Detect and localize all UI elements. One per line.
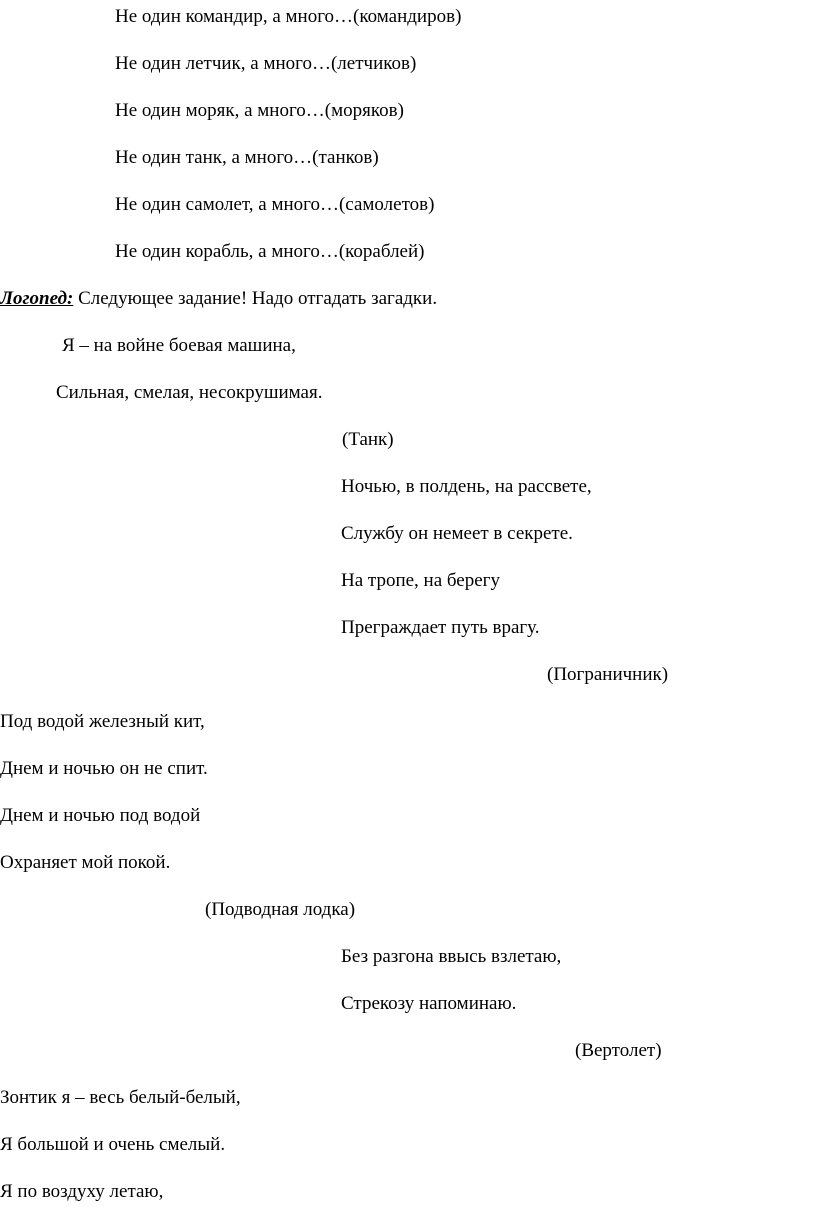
riddle-line: Стрекозу напоминаю. [341,993,517,1014]
drill-line: Не один самолет, а много…(самолетов) [115,194,435,215]
drill-line: Не один танк, а много…(танков) [115,147,379,168]
speaker-label: Логопед: [0,288,74,309]
riddle-line: Днем и ночью под водой [0,805,201,826]
drill-line: Не один моряк, а много…(моряков) [115,100,404,121]
riddle-line: Я большой и очень смелый. [0,1134,226,1155]
riddle-answer: (Танк) [342,429,394,450]
riddle-answer: (Подводная лодка) [205,899,356,920]
riddle-answer: (Пограничник) [547,664,669,685]
riddle-line: Я по воздуху летаю, [0,1181,164,1202]
riddle-line: Днем и ночью он не спит. [0,758,208,779]
riddle-line: Службу он немеет в секрете. [341,523,573,544]
riddle-line: Преграждает путь врагу. [341,617,540,638]
instruction-line [0,287,437,311]
instruction-text: Следующее задание! Надо отгадать загадки. [73,288,438,309]
riddle-line: Ночью, в полдень, на рассвете, [341,476,592,497]
riddle-line: Без разгона ввысь взлетаю, [341,946,562,967]
riddle-line: Я – на войне боевая машина, [62,335,296,356]
riddle-line: Сильная, смелая, несокрушимая. [56,382,323,403]
drill-line: Не один летчик, а много…(летчиков) [115,53,417,74]
drill-line: Не один корабль, а много…(кораблей) [115,241,425,262]
riddle-line: Зонтик я – весь белый-белый, [0,1087,241,1108]
riddle-answer: (Вертолет) [575,1040,662,1061]
riddle-line: Под водой железный кит, [0,711,205,732]
riddle-line: На тропе, на берегу [341,570,500,591]
drill-line: Не один командир, а много…(командиров) [115,6,462,27]
riddle-line: Охраняет мой покой. [0,852,171,873]
